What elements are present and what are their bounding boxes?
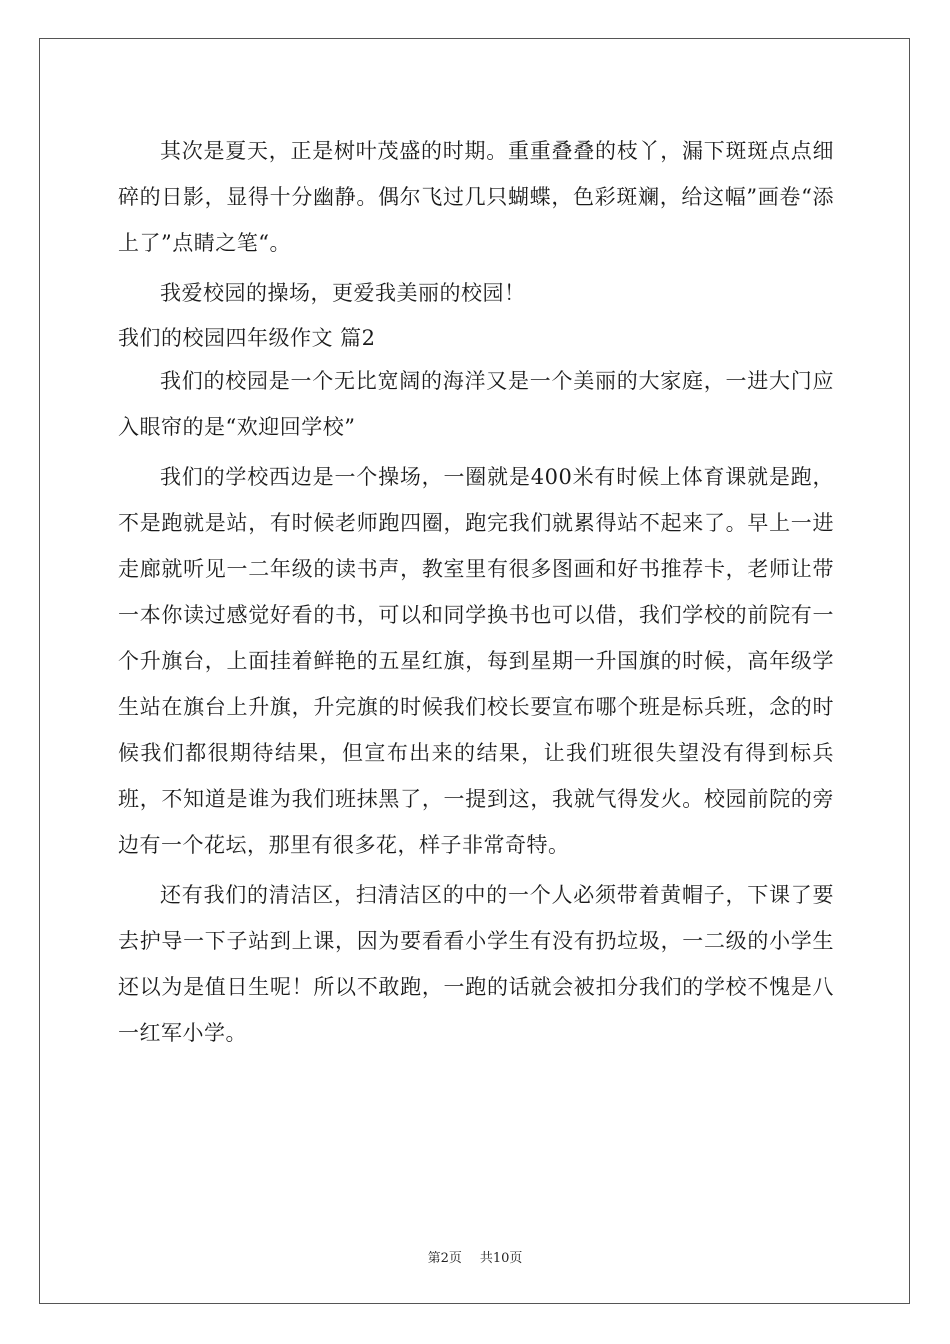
paragraph-love-campus: 我爱校园的操场，更爱我美丽的校园！ [160, 281, 526, 305]
page-footer [0, 1247, 950, 1266]
paragraph-summer: 其次是夏天，正是树叶茂盛的时期。重重叠叠的枝丫，漏下斑斑点点细碎的日影，显得十分幽静。偶尔飞过几只蝴蝶，色彩斑斓，给这幅”画卷“添上了”点睛之笔“。 [118, 139, 834, 255]
paragraph-intro: 我们的校园是一个无比宽阔的海洋又是一个美丽的大家庭，一进大门应入眼帘的是“欢迎回学校” [118, 369, 834, 439]
document-body [118, 128, 834, 1056]
page-total: 共10页 [479, 1251, 523, 1266]
paragraph-playground: 我们的学校西边是一个操场，一圈就是400米有时候上体育课就是跑，不是跑就是站，有时候老师跑四圈，跑完我们就累得站不起来了。早上一进走廊就听见一二年级的读书声，教室里有很多图画和好书推荐卡，老师让带一本你读过感觉好看的书，可以和同学换书也可以借，我们学校的前院有一个升旗台，上面挂着鲜艳的五星红旗，每到星期一升国旗的时候，高年级学生站在旗台上升旗，升完旗的时候我们校长要宣布哪个班是标兵班，念的时候我们都很期待结果，但宣布出来的结果，让我们班很失望没有得到标兵班，不知道是谁为我们班抹黑了，一提到这，我就气得发火。校园前院的旁边有一个花坛，那里有很多花，样子非常奇特。 [118, 465, 834, 857]
paragraph-cleaning: 还有我们的清洁区，扫清洁区的中的一个人必须带着黄帽子，下课了要去护导一下子站到上课，因为要看看小学生有没有扔垃圾，一二级的小学生还以为是值日生呢！所以不敢跑，一跑的话就会被扣分我们的学校不愧是八一红军小学。 [118, 883, 834, 1045]
page-number: 第2页 [427, 1251, 462, 1266]
section-heading: 我们的校园四年级作文 篇2 [118, 326, 376, 350]
